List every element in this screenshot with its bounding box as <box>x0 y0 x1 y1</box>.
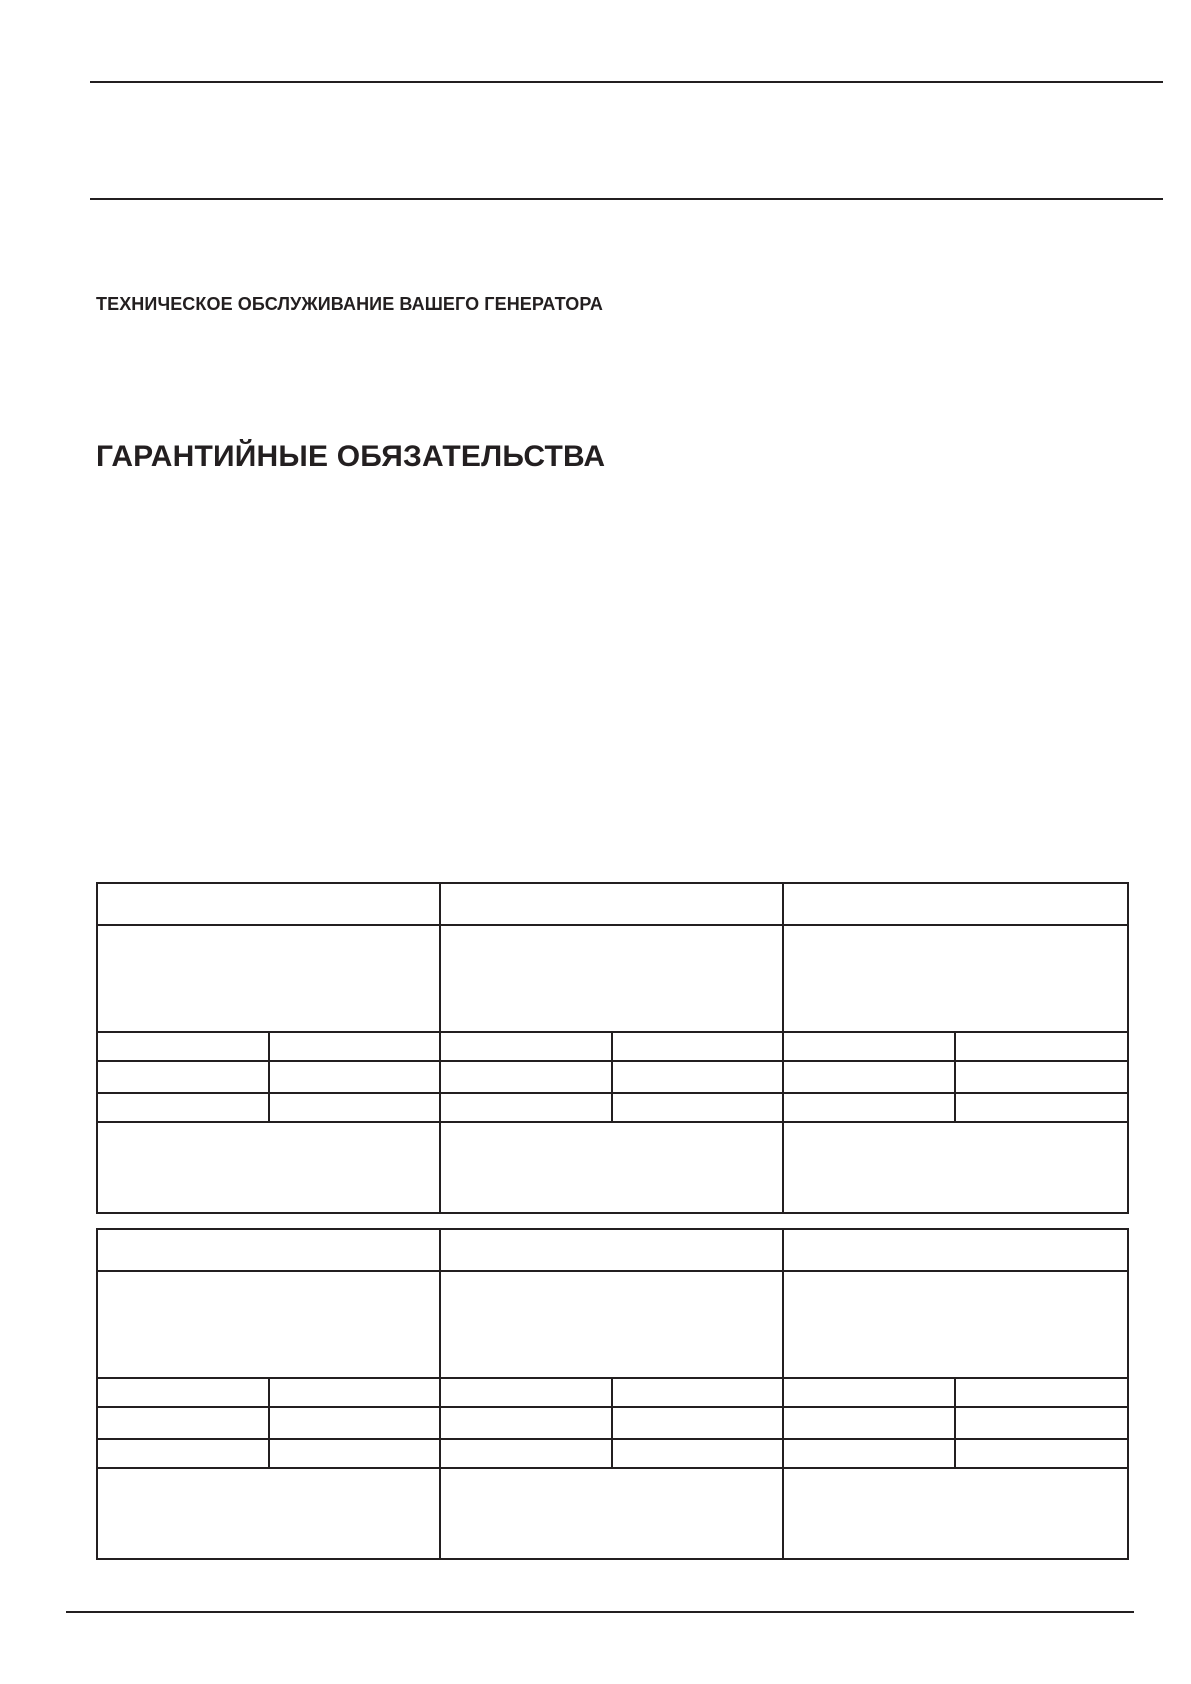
form-cell <box>270 1033 442 1062</box>
form-cell <box>441 1033 613 1062</box>
form-cell <box>441 1379 613 1408</box>
form-cell <box>270 1408 442 1440</box>
form-cell <box>98 884 441 926</box>
form-cell <box>441 1062 613 1094</box>
warranty-coupon-form-2 <box>96 1228 1129 1560</box>
form-cell <box>613 1033 785 1062</box>
form-cell <box>784 884 1127 926</box>
form-cell <box>784 1062 956 1094</box>
form-cell <box>441 1230 784 1272</box>
form-cell <box>613 1379 785 1408</box>
warranty-coupon-form-1 <box>96 882 1129 1214</box>
form-cell <box>98 1123 441 1212</box>
form-cell <box>98 1272 441 1379</box>
form-cell <box>270 1440 442 1469</box>
form-cell <box>784 1408 956 1440</box>
form-cell <box>956 1440 1128 1469</box>
form-cell <box>441 1094 613 1123</box>
form-cell <box>613 1440 785 1469</box>
form-cell <box>98 1440 270 1469</box>
form-cell <box>956 1062 1128 1094</box>
form-cell <box>98 1379 270 1408</box>
form-cell <box>270 1062 442 1094</box>
form-cell <box>98 1408 270 1440</box>
section-title: ТЕХНИЧЕСКОЕ ОБСЛУЖИВАНИЕ ВАШЕГО ГЕНЕРАТОРА <box>96 294 603 314</box>
footer-rule <box>66 1611 1134 1613</box>
form-cell <box>784 1379 956 1408</box>
form-cell <box>613 1062 785 1094</box>
form-cell <box>956 1379 1128 1408</box>
form-cell <box>784 1272 1127 1379</box>
form-cell <box>98 1469 441 1558</box>
form-cell <box>98 1094 270 1123</box>
page-title: ГАРАНТИЙНЫЕ ОБЯЗАТЕЛЬСТВА <box>96 440 606 473</box>
form-cell <box>784 1123 1127 1212</box>
form-cell <box>270 1094 442 1123</box>
form-cell <box>441 1408 613 1440</box>
form-cell <box>98 1033 270 1062</box>
form-cell <box>441 1123 784 1212</box>
form-cell <box>956 1408 1128 1440</box>
form-cell <box>441 884 784 926</box>
form-cell <box>98 1062 270 1094</box>
top-rule <box>90 81 1163 83</box>
form-cell <box>441 1440 613 1469</box>
form-cell <box>784 1094 956 1123</box>
form-cell <box>956 1033 1128 1062</box>
form-cell <box>784 1033 956 1062</box>
form-cell <box>784 926 1127 1033</box>
form-cell <box>441 926 784 1033</box>
form-cell <box>98 1230 441 1272</box>
form-cell <box>784 1230 1127 1272</box>
form-cell <box>784 1469 1127 1558</box>
form-cell <box>98 926 441 1033</box>
form-cell <box>441 1469 784 1558</box>
form-cell <box>784 1440 956 1469</box>
form-cell <box>441 1272 784 1379</box>
header-rule <box>90 198 1163 200</box>
form-cell <box>613 1094 785 1123</box>
form-cell <box>956 1094 1128 1123</box>
form-cell <box>270 1379 442 1408</box>
form-cell <box>613 1408 785 1440</box>
